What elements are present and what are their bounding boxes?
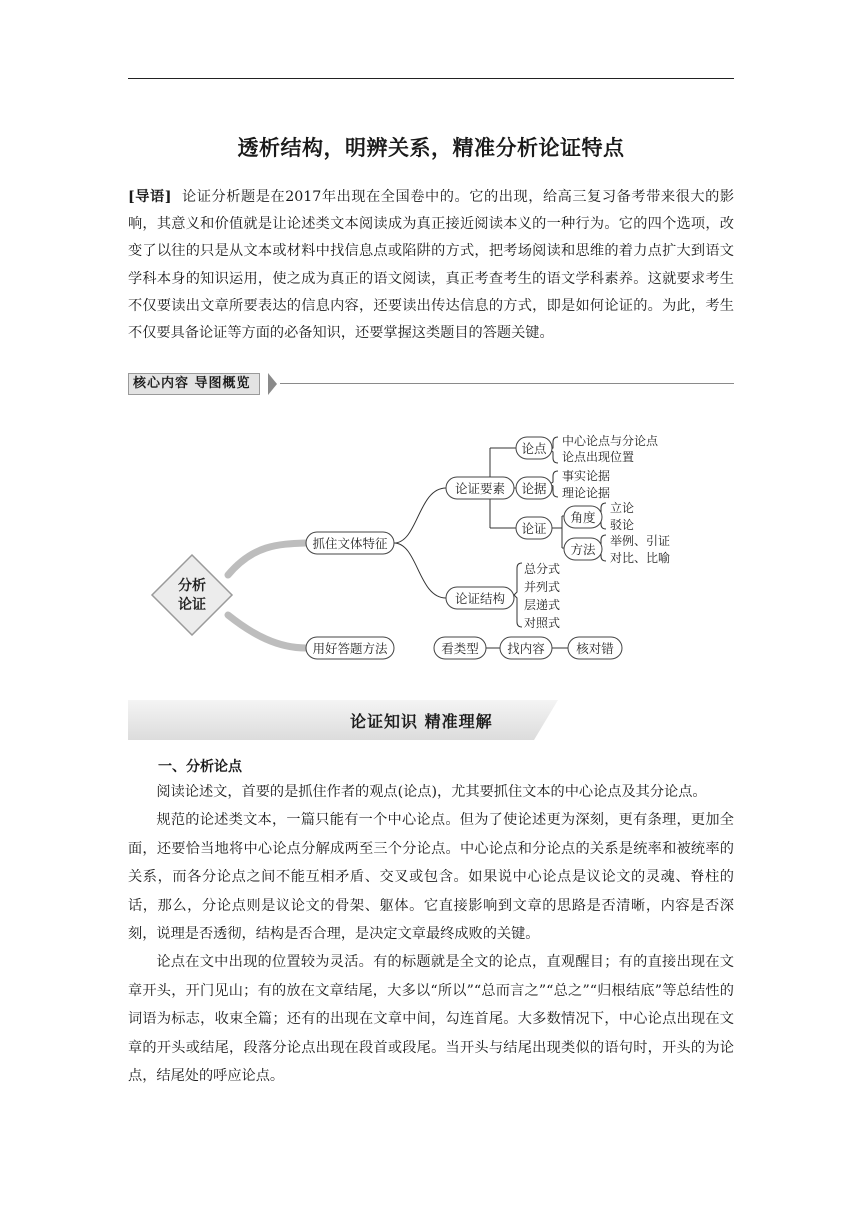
section-label: 核心内容 导图概览 [128,373,260,395]
intro-text: 论证分析题是在2017年出现在全国卷中的。它的出现，给高三复习备考带来很大的影响，其意义和价值就是让论述类文本阅读成为真正接近阅读本义的一种行为。它的四个选项，改变了以往的只是从文本或材料中找信息点或陷阱的方式，把考场阅读和思维的着力点扩大到语文学科本身的知识运用，使之成为真正的语文阅读，真正考查考生的语文学科素养。这就要求考生不仅要读出文章所要表达的信息内容，还要读出传达信息的方式，即是如何论证的。为此，考生不仅要具备论证等方面的必备知识，还要掌握这类题目的答题关键。 [128,189,735,342]
mindmap-node-argument: 论证 [521,521,547,536]
mindmap-leaf-structure-3: 层递式 [524,598,561,612]
mindmap-node-point: 论点 [521,441,547,456]
banner-cut [534,700,734,740]
mindmap-branch-genre: 抓住文体特征 [312,536,388,551]
mindmap-leaf-angle-2: 驳论 [610,518,635,532]
mindmap-leaf-structure-4: 对照式 [524,616,561,630]
section-arrow-icon [268,373,277,395]
mindmap-leaf-method-2: 对比、比喻 [610,551,671,565]
mindmap-leaf-evidence-2: 理论论据 [562,486,611,500]
mindmap-leaf-evidence-1: 事实论据 [562,469,611,483]
page-title: 透析结构，明辨关系，精准分析论证特点 [237,136,625,160]
mindmap-branch-method: 用好答题方法 [312,641,388,656]
intro-paragraph [128,184,734,347]
mindmap-node-angle: 角度 [570,510,596,525]
mindmap-node-structure: 论证结构 [454,591,506,606]
mindmap-step-check: 核对错 [576,641,614,656]
mindmap-step-content: 找内容 [507,641,545,656]
mindmap-node-evidence: 论据 [521,481,547,496]
mindmap-leaf-method-1: 举例、引证 [610,534,671,548]
section-label-bar [128,372,734,394]
mindmap-node-method: 方法 [570,542,596,557]
section-banner [128,700,734,740]
paragraph-1: 阅读论述文，首要的是抓住作者的观点(论点)，尤其要抓住文本的中心论点及其分论点。 [156,784,707,800]
mindmap-node-elements: 论证要素 [454,481,506,496]
subheading: 一、分析论点 [158,759,242,775]
paragraph-2: 规范的论述类文本，一篇只能有一个中心论点。但为了使论述更为深刻，更有条理，更加全面，还要恰当地将中心论点分解成两至三个分论点。中心论点和分论点的关系是统率和被统率的关系，而各分论点之间不能互相矛盾、交叉或包含。如果说中心论点是议论文的灵魂、脊柱的话，那么，分论点则是议论文的骨架、躯体。它直接影响到文章的思路是否清晰，内容是否深刻，说理是否透彻，结构是否合理，是决定文章最终成败的关键。 [128,812,734,943]
paragraph-3: 论点在文中出现的位置较为灵活。有的标题就是全文的论点，直观醒目；有的直接出现在文章开头，开门见山；有的放在文章结尾，大多以“所以”“总而言之”“总之”“归根结底”等总结性的词语为标志，收束全篇；还有的出现在文章中间，勾连首尾。大多数情况下，中心论点出现在文章的开头或结尾，段落分论点出现在段首或段尾。当开头与结尾出现类似的语句时，开头的为论点，结尾处的呼应论点。 [128,954,734,1085]
mind-map [128,410,734,690]
top-rule [128,78,734,79]
mindmap-root-line2: 论证 [178,597,206,613]
mindmap-leaf-point-1: 中心论点与分论点 [562,434,659,448]
section-rule [280,383,734,384]
intro-tag: [导语] [128,189,172,205]
mindmap-leaf-structure-1: 总分式 [524,562,561,576]
banner-title: 论证知识 精准理解 [350,712,493,731]
body-text [128,778,734,1090]
mindmap-leaf-angle-1: 立论 [610,501,635,515]
mindmap-leaf-structure-2: 并列式 [524,580,561,594]
mindmap-leaf-point-2: 论点出现位置 [562,450,635,464]
mindmap-root-line1: 分析 [178,578,206,594]
mindmap-step-type: 看类型 [441,641,479,656]
